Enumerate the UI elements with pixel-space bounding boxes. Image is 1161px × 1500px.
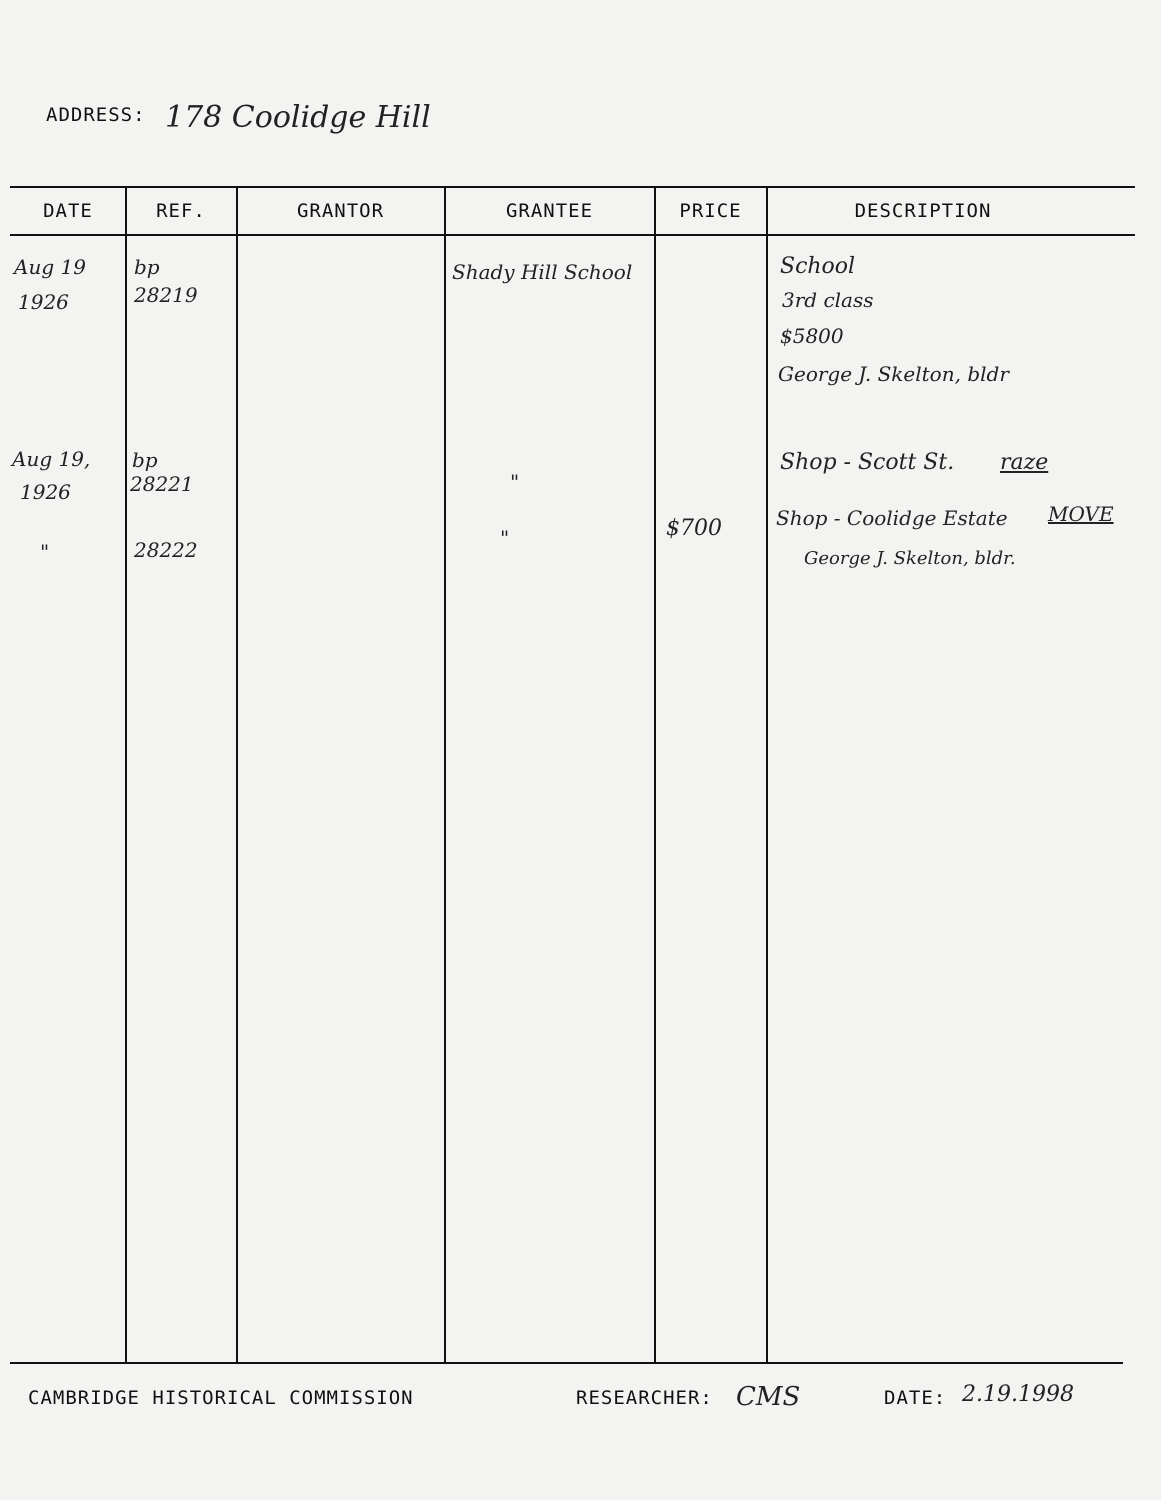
row1-description-line3: $5800 [780, 324, 844, 348]
footer-researcher-label: RESEARCHER: [576, 1387, 713, 1409]
row3-description-line2: George J. Skelton, bldr. [804, 548, 1016, 569]
row1-ref-line2: 28219 [134, 283, 198, 307]
row2-grantee: " [510, 470, 520, 494]
row3-description-action: MOVE [1048, 502, 1114, 526]
row2-date-line2: 1926 [20, 480, 71, 504]
column-header-description: DESCRIPTION [854, 200, 992, 222]
col-divider-1 [125, 186, 127, 1363]
table-top-rule [10, 186, 1135, 188]
row1-grantee: Shady Hill School [452, 260, 633, 284]
row3-ref: 28222 [134, 538, 198, 562]
row2-description-action: raze [1000, 450, 1049, 475]
row2-ref-line2: 28221 [130, 472, 194, 496]
table-header-rule [10, 234, 1135, 236]
row3-grantee: " [500, 526, 510, 550]
row1-ref-line1: bp [134, 255, 160, 279]
row3-description-line1: Shop - Coolidge Estate [776, 506, 1008, 530]
row2-description-line1: Shop - Scott St. [780, 450, 955, 475]
col-divider-4 [654, 186, 656, 1363]
column-header-ref: REF. [156, 200, 206, 222]
address-label: ADDRESS: [46, 104, 146, 126]
col-divider-5 [766, 186, 768, 1363]
column-header-price: PRICE [679, 200, 742, 222]
col-divider-2 [236, 186, 238, 1363]
row3-price: $700 [666, 516, 722, 541]
row1-date-line2: 1926 [18, 290, 69, 314]
row2-date-line1: Aug 19, [12, 447, 91, 471]
footer-date-label: DATE: [884, 1387, 947, 1409]
row1-date-line1: Aug 19 [14, 255, 86, 279]
row3-date: " [40, 540, 50, 564]
row2-ref-line1: bp [132, 448, 158, 472]
col-divider-3 [444, 186, 446, 1363]
column-header-grantor: GRANTOR [296, 200, 385, 222]
address-value: 178 Coolidge Hill [165, 100, 431, 135]
footer-researcher-value: CMS [736, 1382, 801, 1412]
footer-date-value: 2.19.1998 [962, 1382, 1074, 1407]
row1-description-line4: George J. Skelton, bldr [778, 362, 1009, 386]
column-header-date: DATE [43, 200, 93, 222]
table-bottom-rule [10, 1362, 1123, 1364]
row1-description-line1: School [780, 254, 856, 279]
footer-org: CAMBRIDGE HISTORICAL COMMISSION [28, 1387, 414, 1409]
row1-description-line2: 3rd class [782, 288, 874, 312]
column-header-grantee: GRANTEE [505, 200, 594, 222]
